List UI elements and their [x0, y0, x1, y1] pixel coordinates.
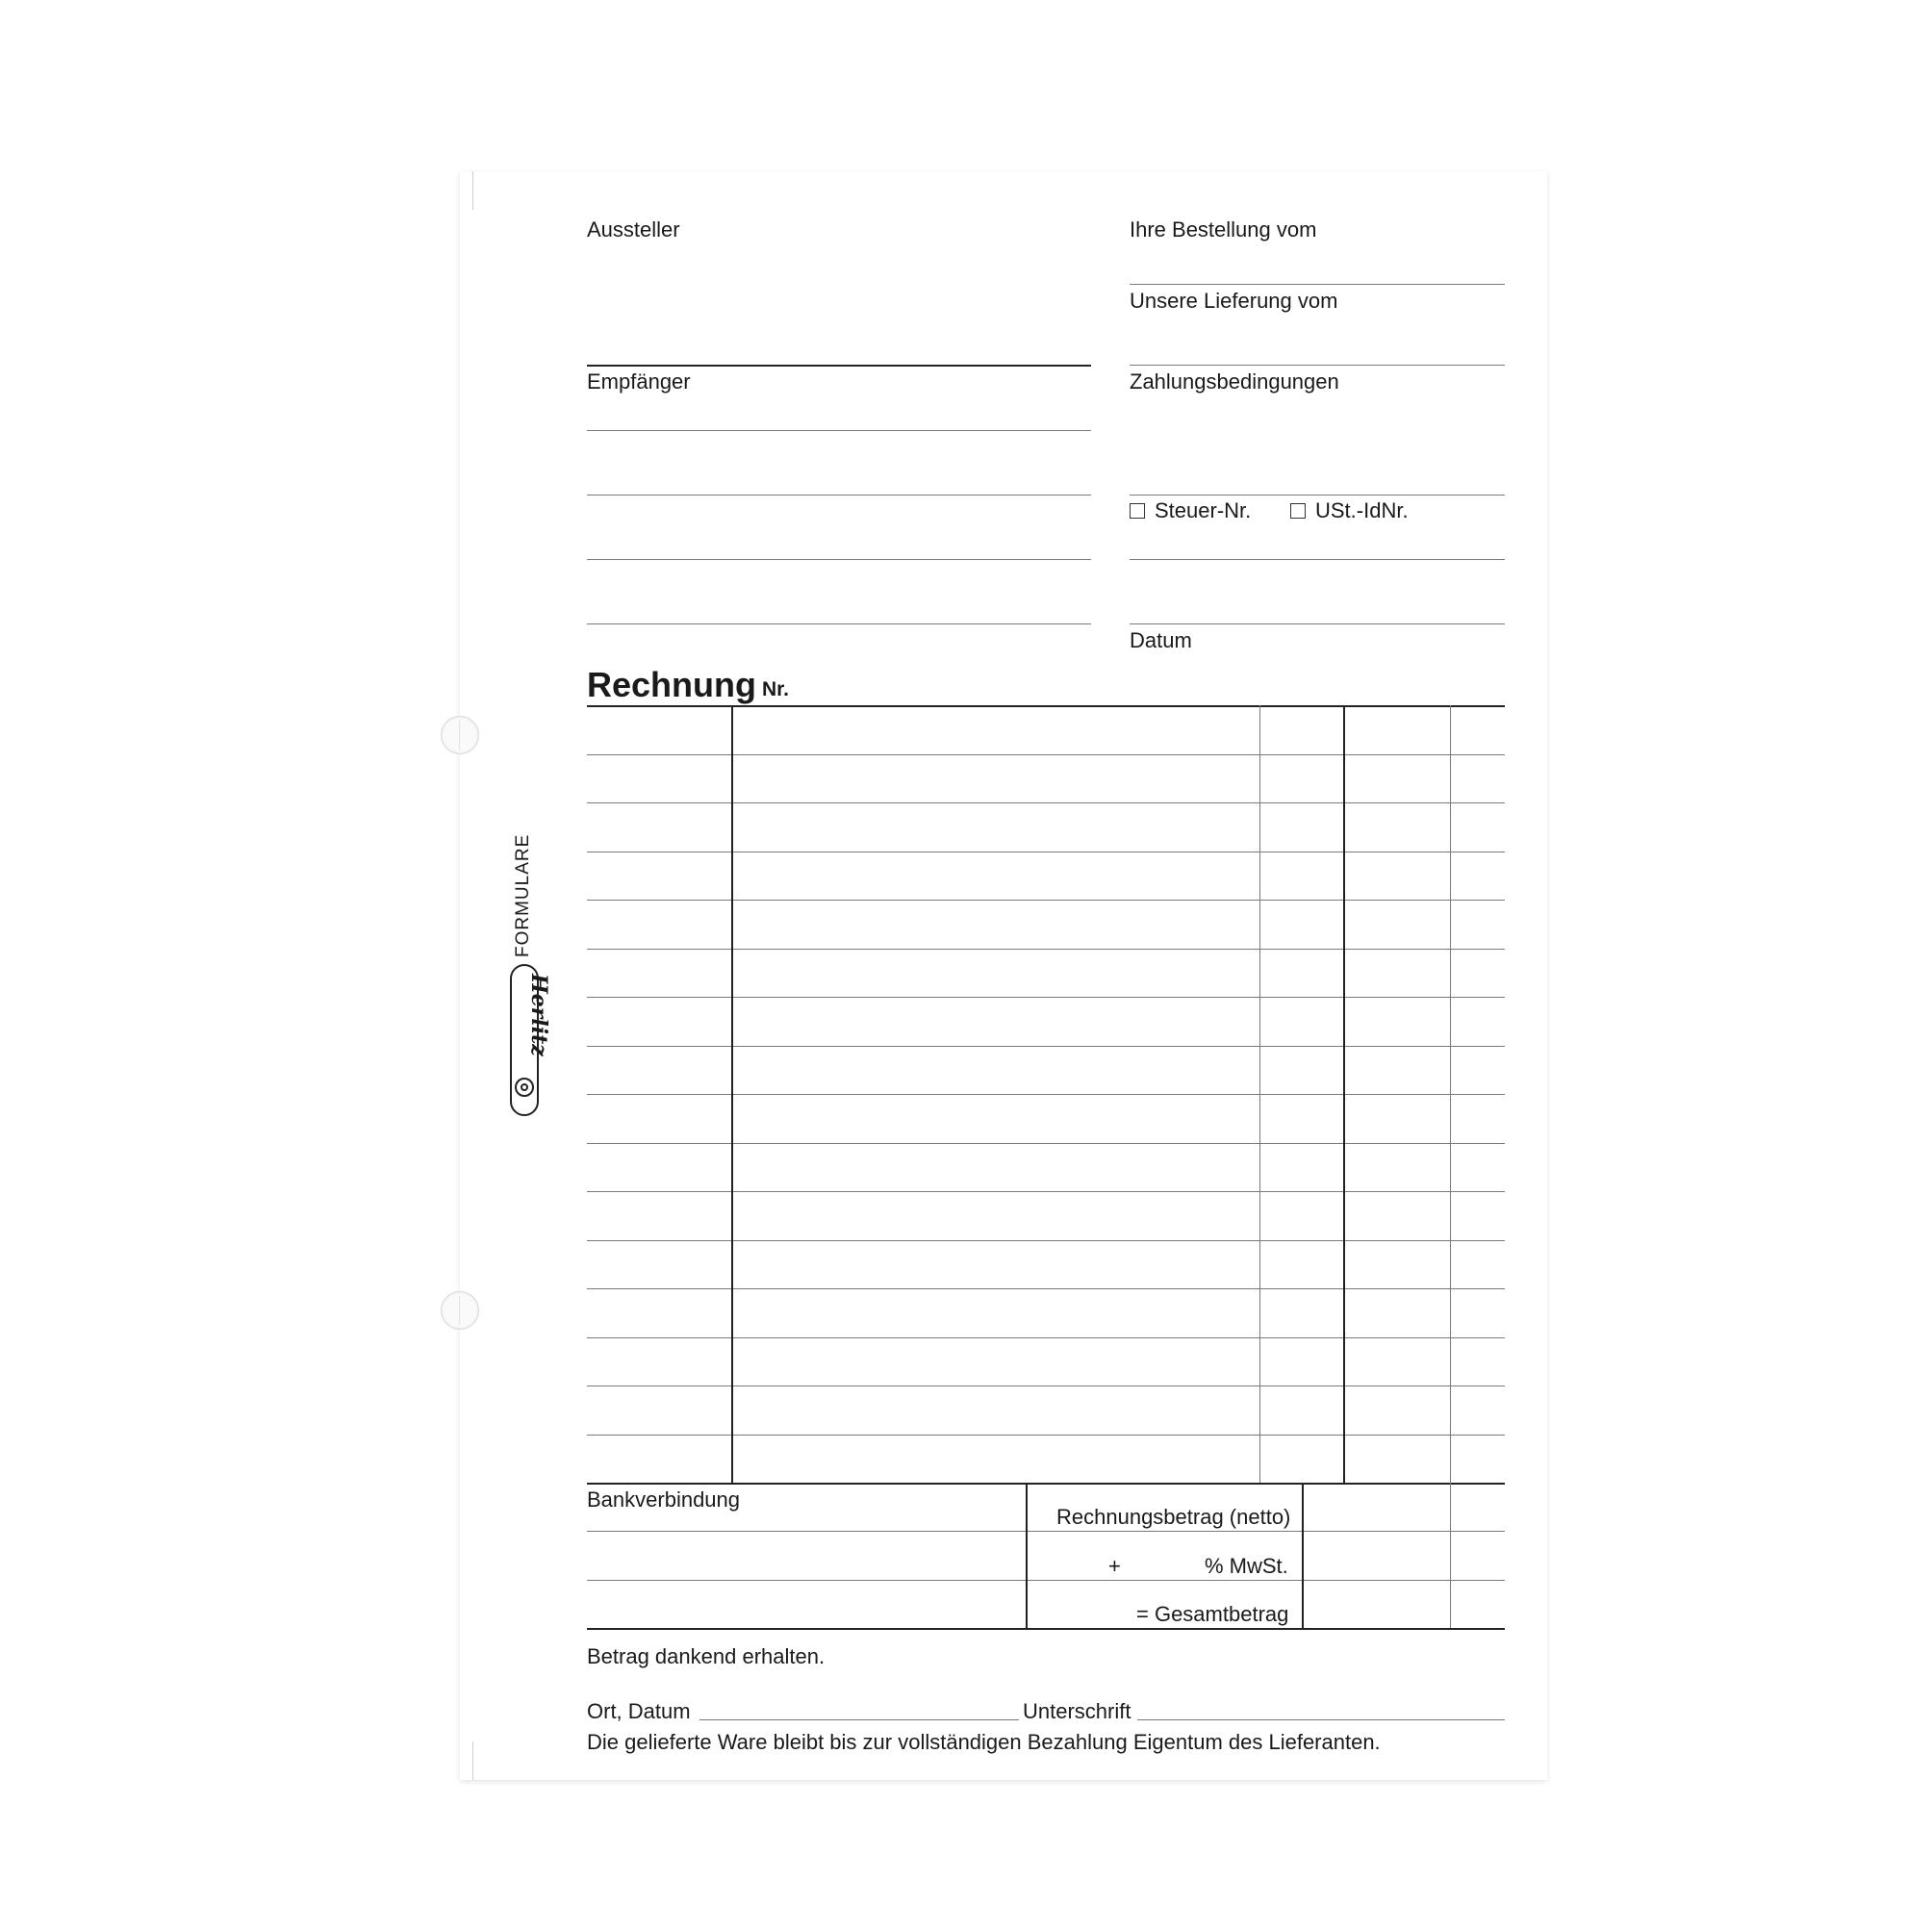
empfaenger-line-2[interactable] [587, 495, 1091, 496]
invoice-number-label: Nr. [762, 678, 790, 700]
unterschrift-line[interactable] [1137, 1719, 1505, 1720]
table-row-line[interactable] [587, 1046, 1505, 1047]
zahlungsbedingungen-label: Zahlungsbedingungen [1130, 369, 1339, 394]
mwst-plus-label: + [1108, 1554, 1121, 1578]
ort-datum-label: Ort, Datum [587, 1699, 691, 1723]
herlitz-logo-text: Herlitz [526, 974, 551, 1056]
tax-number-line[interactable] [1130, 559, 1505, 560]
gesamt-label: = Gesamtbetrag [1136, 1602, 1289, 1626]
table-row-line[interactable] [587, 997, 1505, 998]
table-col-divider-1 [731, 705, 733, 1483]
herlitz-logo-icon [515, 1078, 534, 1097]
ihre-bestellung-label: Ihre Bestellung vom [1130, 217, 1317, 242]
table-row-line[interactable] [587, 754, 1505, 755]
totals-divider-1 [1026, 1483, 1028, 1628]
table-col-divider-4 [1450, 705, 1451, 1483]
table-top-border [587, 705, 1505, 707]
aussteller-label: Aussteller [587, 217, 680, 242]
ihre-bestellung-line[interactable] [1130, 284, 1505, 285]
brand-side-text: FORMULARE [513, 833, 533, 957]
ust-idnr-checkbox[interactable] [1290, 503, 1306, 519]
bank-line-2[interactable] [587, 1580, 1505, 1581]
empfaenger-label: Empfänger [587, 369, 691, 394]
bankverbindung-label: Bankverbindung [587, 1487, 741, 1512]
table-row-line[interactable] [587, 1435, 1505, 1436]
empfaenger-line-4[interactable] [587, 623, 1091, 624]
table-row-line[interactable] [587, 1385, 1505, 1386]
table-row-line[interactable] [587, 1191, 1505, 1192]
netto-label: Rechnungsbetrag (netto) [1056, 1505, 1291, 1529]
datum-label: Datum [1130, 628, 1192, 652]
invoice-title: Rechnung [587, 665, 756, 704]
table-row-line[interactable] [587, 1143, 1505, 1144]
bank-line-1[interactable] [587, 1531, 1505, 1532]
totals-bottom-border [587, 1628, 1505, 1630]
steuer-nr-label: Steuer-Nr. [1155, 498, 1252, 522]
date-line[interactable] [1130, 623, 1505, 624]
perforation-tick-top [472, 171, 473, 210]
table-row-line[interactable] [587, 802, 1505, 803]
aussteller-line [587, 365, 1091, 367]
table-col-divider-3 [1343, 705, 1345, 1483]
table-row-line[interactable] [587, 1240, 1505, 1241]
mwst-label: % MwSt. [1205, 1554, 1288, 1578]
unsere-lieferung-label: Unsere Lieferung vom [1130, 289, 1338, 313]
totals-divider-3 [1450, 1483, 1451, 1628]
table-row-line[interactable] [587, 1337, 1505, 1338]
unsere-lieferung-line[interactable] [1130, 365, 1505, 366]
gesamt-amount-field[interactable] [1304, 1582, 1448, 1626]
steuer-nr-checkbox[interactable] [1130, 503, 1145, 519]
ort-datum-line[interactable] [699, 1719, 1019, 1720]
table-row-line[interactable] [587, 949, 1505, 950]
empfaenger-line-1[interactable] [587, 430, 1091, 431]
unterschrift-label: Unterschrift [1023, 1699, 1131, 1723]
punch-hole-top [441, 716, 479, 754]
empfaenger-line-3[interactable] [587, 559, 1091, 560]
table-col-divider-2 [1259, 705, 1260, 1483]
table-row-line[interactable] [587, 1288, 1505, 1289]
ust-idnr-label: USt.-IdNr. [1315, 498, 1409, 522]
betrag-erhalten-text: Betrag dankend erhalten. [587, 1644, 826, 1668]
punch-hole-bottom [441, 1291, 479, 1330]
mwst-amount-field[interactable] [1304, 1533, 1448, 1578]
perforation-tick-bottom [472, 1741, 473, 1780]
zahlungsbedingungen-line[interactable] [1130, 495, 1505, 496]
netto-amount-field[interactable] [1304, 1485, 1448, 1529]
eigentumsvorbehalt-note: Die gelieferte Ware bleibt bis zur vollständigen Bezahlung Eigentum des Lieferanten. [587, 1730, 1381, 1754]
table-row-line[interactable] [587, 900, 1505, 901]
table-row-line[interactable] [587, 1094, 1505, 1095]
